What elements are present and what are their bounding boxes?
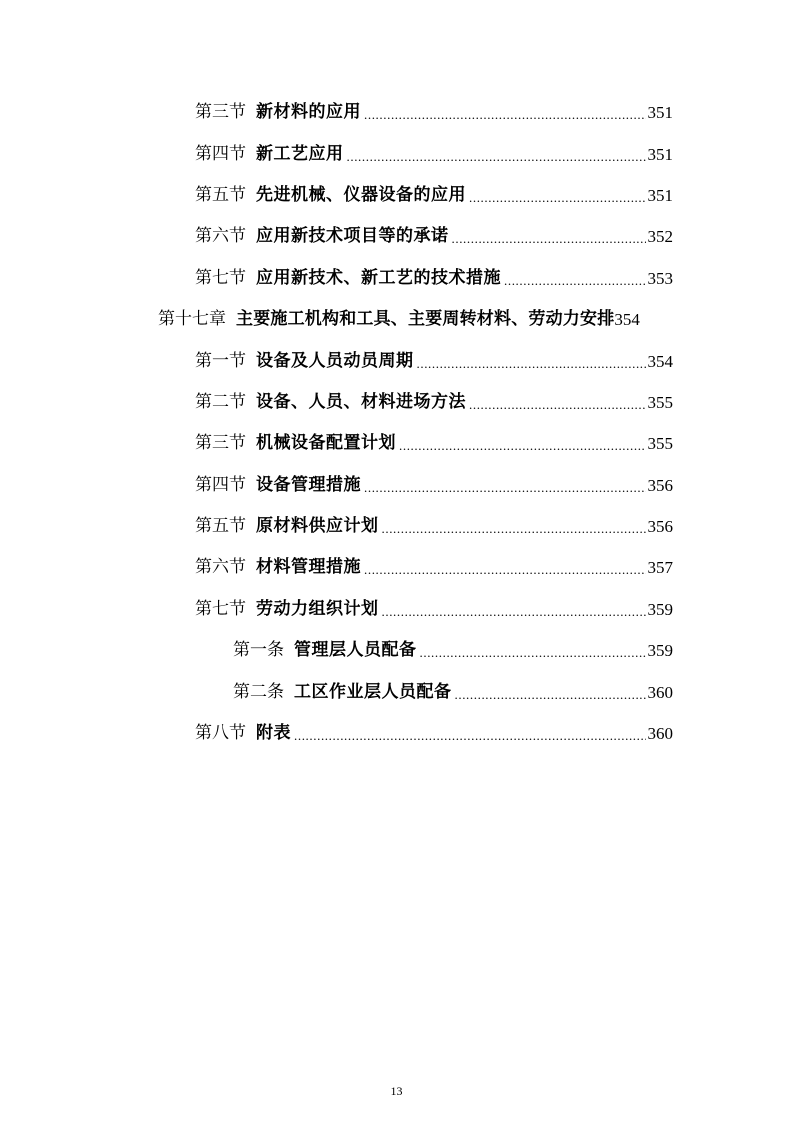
toc-entry-page: 355 xyxy=(647,434,673,454)
toc-entry-number: 第七节 xyxy=(195,267,246,288)
toc-entry[interactable] xyxy=(0,216,793,257)
toc-entry-page: 355 xyxy=(647,392,673,412)
toc-entry-page: 356 xyxy=(647,475,673,495)
toc-entry-number: 第三节 xyxy=(195,433,246,454)
toc-entry-page: 357 xyxy=(647,558,673,578)
toc-entry-page: 353 xyxy=(647,268,673,288)
toc-entry-page: 359 xyxy=(647,641,673,661)
toc-entry[interactable] xyxy=(0,589,793,630)
toc-entry[interactable] xyxy=(0,382,793,423)
toc-entry[interactable] xyxy=(0,423,793,464)
toc-dot-leader xyxy=(455,684,646,701)
toc-entry-title: 设备管理措施 xyxy=(256,474,361,495)
toc-dot-leader xyxy=(347,146,646,163)
toc-entry-number: 第六节 xyxy=(195,226,246,247)
toc-dot-leader xyxy=(399,435,646,452)
page-number: 13 xyxy=(390,1084,403,1098)
toc-entry[interactable] xyxy=(0,92,793,133)
toc-entry-title: 主要施工机构和工具、主要周转材料、劳动力安排 xyxy=(236,309,615,330)
toc-entry-number: 第十七章 xyxy=(158,309,226,330)
toc-dot-leader xyxy=(364,559,646,576)
toc-dot-leader xyxy=(417,353,646,370)
toc-entry-number: 第八节 xyxy=(195,723,246,744)
toc-dot-leader xyxy=(294,725,646,742)
toc-entry-number: 第五节 xyxy=(195,516,246,537)
toc-dot-leader xyxy=(364,477,646,494)
toc-entry-page: 351 xyxy=(647,103,673,123)
toc-entry-title: 设备、人员、材料进场方法 xyxy=(256,391,466,412)
toc-entry[interactable] xyxy=(0,547,793,588)
toc-entry[interactable] xyxy=(0,713,793,754)
toc-entry-page: 352 xyxy=(647,227,673,247)
toc-entry-page: 360 xyxy=(647,682,673,702)
toc-entry-page: 354 xyxy=(614,310,640,330)
toc-entry-number: 第二节 xyxy=(195,391,246,412)
toc-entry-number: 第二条 xyxy=(233,681,284,702)
toc-entry-title: 设备及人员动员周期 xyxy=(256,350,414,371)
toc-dot-leader xyxy=(504,270,646,287)
toc-entry-title: 应用新技术项目等的承诺 xyxy=(256,226,449,247)
toc-entry-number: 第四节 xyxy=(195,474,246,495)
toc-entry-page: 359 xyxy=(647,599,673,619)
toc-entry-number: 第四节 xyxy=(195,143,246,164)
toc-entry-title: 原材料供应计划 xyxy=(256,516,379,537)
toc-entry[interactable] xyxy=(0,340,793,381)
table-of-contents xyxy=(0,92,793,754)
toc-entry[interactable] xyxy=(0,133,793,174)
toc-entry[interactable] xyxy=(0,465,793,506)
toc-entry-title: 应用新技术、新工艺的技术措施 xyxy=(256,267,501,288)
toc-dot-leader xyxy=(469,394,646,411)
toc-subentry[interactable] xyxy=(0,630,793,671)
toc-dot-leader xyxy=(364,104,646,121)
toc-entry[interactable] xyxy=(0,506,793,547)
toc-entry-title: 管理层人员配备 xyxy=(294,640,417,661)
toc-entry-title: 新材料的应用 xyxy=(256,102,361,123)
toc-entry-title: 材料管理措施 xyxy=(256,557,361,578)
toc-entry-page: 351 xyxy=(647,144,673,164)
toc-entry-number: 第七节 xyxy=(195,598,246,619)
toc-entry-title: 新工艺应用 xyxy=(256,143,344,164)
toc-dot-leader xyxy=(452,228,646,245)
toc-entry[interactable] xyxy=(0,258,793,299)
toc-entry-page: 354 xyxy=(647,351,673,371)
toc-chapter-entry[interactable] xyxy=(0,299,793,340)
toc-entry-number: 第三节 xyxy=(195,102,246,123)
toc-entry-number: 第六节 xyxy=(195,557,246,578)
toc-entry-title: 劳动力组织计划 xyxy=(256,598,379,619)
toc-entry-page: 351 xyxy=(647,185,673,205)
toc-entry-number: 第一节 xyxy=(195,350,246,371)
toc-entry-title: 工区作业层人员配备 xyxy=(294,681,452,702)
toc-dot-leader xyxy=(382,518,646,535)
toc-dot-leader xyxy=(382,601,646,618)
toc-entry[interactable] xyxy=(0,175,793,216)
toc-entry-number: 第一条 xyxy=(233,640,284,661)
toc-entry-title: 附表 xyxy=(256,723,291,744)
toc-entry-page: 356 xyxy=(647,517,673,537)
toc-entry-title: 先进机械、仪器设备的应用 xyxy=(256,184,466,205)
toc-entry-page: 360 xyxy=(647,724,673,744)
toc-dot-leader xyxy=(469,187,646,204)
toc-subentry[interactable] xyxy=(0,671,793,712)
toc-entry-number: 第五节 xyxy=(195,184,246,205)
toc-dot-leader xyxy=(420,642,646,659)
toc-entry-title: 机械设备配置计划 xyxy=(256,433,396,454)
